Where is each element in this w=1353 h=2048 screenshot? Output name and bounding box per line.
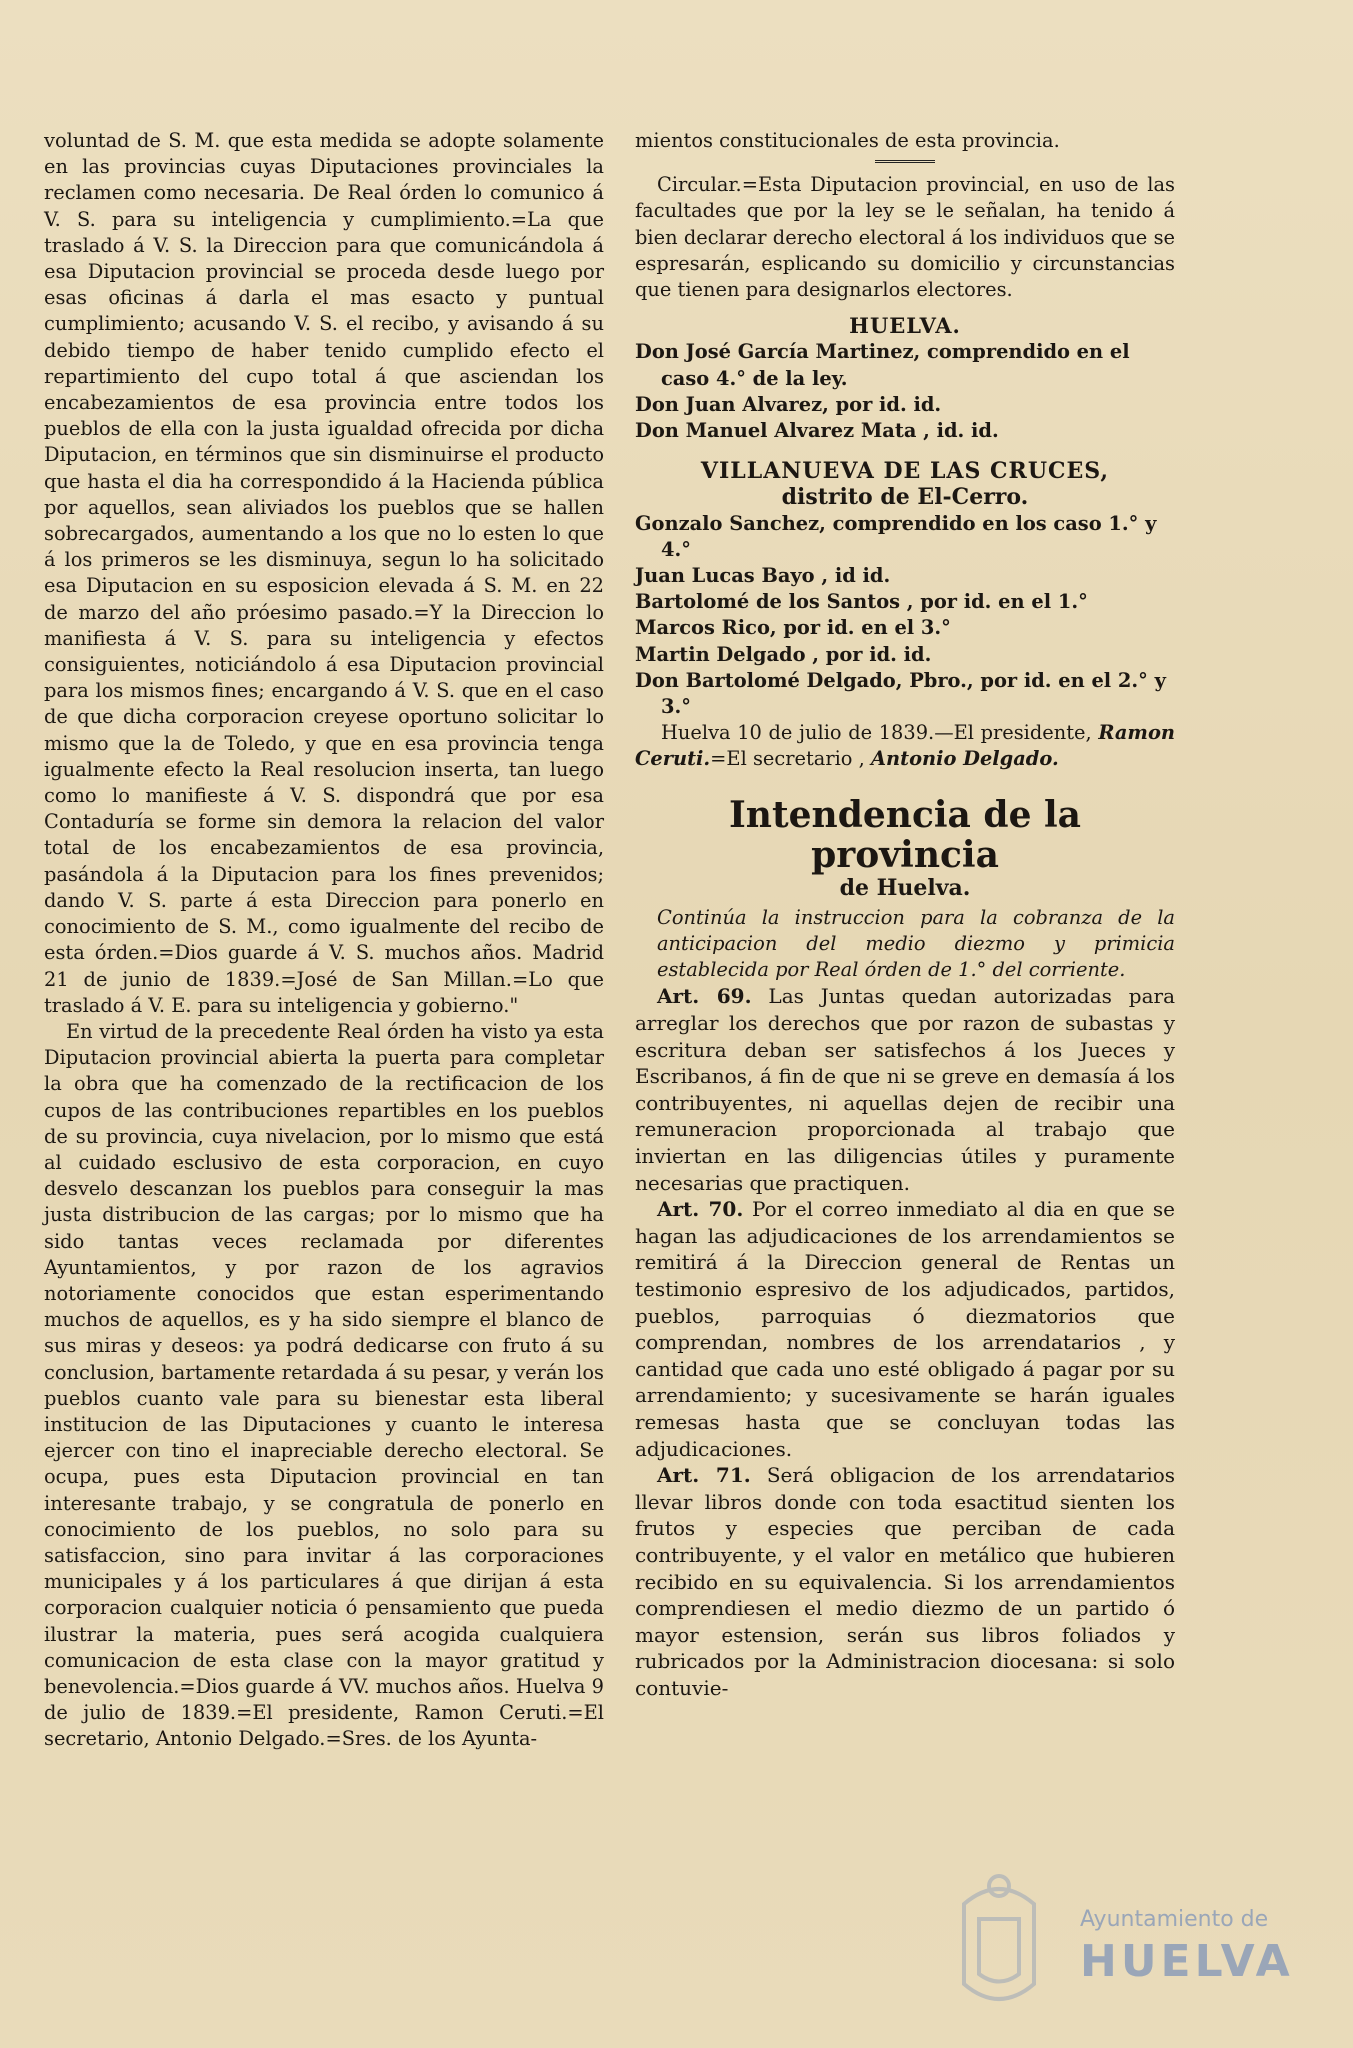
president-name: Ramon Ceruti. xyxy=(635,721,1175,771)
article-text: Las Juntas quedan autorizadas para arreglar los derechos que por razon de subastas y escritura deban ser satisfechos á los Jueces y Escribanos, á fin de que ni se greve en demasía á los contribuyentes, ni aquellas dejen de recibir una remuneracion proporcionada al trabajo que inviertan en las diligencias útiles y puramente necesarias que practiquen. xyxy=(635,984,1175,1195)
continuation-text: mientos constitucionales de esta provincia. xyxy=(635,129,1060,152)
left-column xyxy=(44,128,604,1753)
left-paragraph-2: En virtud de la precedente Real órden ha visto ya esta Diputacion provincial abierta la puerta para completar la obra que ha comenzado de la rectificacion de los cupos de las contribuciones repartibles en los pueblos de su provincia, cuya nivelacion, por lo mismo que está al cuidado esclusivo de esta corporacion, en cuyo desvelo descanzan los pueblos para conseguir la mas justa distribucion de las cargas; por lo mismo que ha sido tantas veces reclamada por diferentes Ayuntamientos, y por razon de los agravios notoriamente conocidos que estan esperimentando muchos de aquellos, es y ha sido siempre el blanco de sus miras y deseos: ya podrá dedicarse con fruto á su conclusion, bartamente retardada á su pesar, y verán los pueblos cuanto vale para su bienestar esta liberal institucion de las Diputaciones y cuanto le interesa ejercer con tino el inapreciable derecho electoral. Se ocupa, pues esta Diputacion provincial en tan interesante trabajo, y se congratula de ponerlo en conocimiento de los pueblos, no solo para su satisfaccion, sino para invitar á las corporaciones municipales y á los particulares á que dirijan á esta corporacion cualquier noticia ó pensamiento que pueda ilustrar la materia, pues será acogida cualquiera comunicacion de esta clase con la mayor gratitud y benevolencia.=Dios guarde á VV. muchos años. Huelva 9 de julio de 1839.=El presidente, Ramon Ceruti.=El secretario, Antonio Delgado.=Sres. de los Ayunta- xyxy=(44,1019,604,1751)
elector-entry: Don José García Martinez, comprendido en el caso 4.° de la ley. xyxy=(635,340,1130,390)
elector-entry: Gonzalo Sanchez, comprendido en los caso 1.° y 4.° xyxy=(635,511,1157,561)
elector-entry: Don Juan Alvarez, por id. id. xyxy=(635,392,942,416)
elector-entry: Marcos Rico, por id. en el 3.° xyxy=(635,616,951,640)
article-69 xyxy=(635,983,1175,1196)
elector-entry: Juan Lucas Bayo , id id. xyxy=(635,564,891,588)
article-number: Art. 70. xyxy=(657,1197,744,1222)
watermark-line-1: Ayuntamiento de xyxy=(1080,1907,1269,1932)
article-70 xyxy=(635,1196,1175,1462)
watermark-line-2: HUELVA xyxy=(1080,1936,1294,1987)
right-column xyxy=(635,128,1175,1702)
circular-paragraph: Circular.=Esta Diputacion provincial, en uso de las facultades que por la ley se le señalan, ha tenido á bien declarar derecho electoral á los individuos que se espresarán, esplicando su domicilio y circunstancias que tienen para designarlos electores. xyxy=(635,173,1175,302)
article-71 xyxy=(635,1462,1175,1701)
elector-entry: Bartolomé de los Santos , por id. en el 1.° xyxy=(635,590,1088,614)
article-number: Art. 69. xyxy=(657,984,752,1009)
article-number: Art. 71. xyxy=(657,1463,751,1488)
district-heading: distrito de El-Cerro. xyxy=(781,484,1029,511)
double-rule-divider xyxy=(875,160,935,166)
article-text: Será obligacion de los arrendatarios llevar libros donde con toda esactitud sienten los frutos y especies que perciban de cada contribuyente, y el valor en metálico que hubieren recibido en su equivalencia. Si los arrendamientos comprendiesen el medio diezmo de un partido ó mayor estension, serán sus libros foliados y rubricados por la Administracion diocesana: si solo contuvie- xyxy=(635,1463,1176,1700)
signature-block xyxy=(635,720,1175,772)
signature-secretary-label: =El secretario , xyxy=(710,747,865,771)
left-paragraph-1: voluntad de S. M. que esta medida se adopte solamente en las provincias cuyas Diputaciones provinciales la reclamen como necesaria. De Real órden lo comunico á V. S. para su inteligencia y cumplimiento.=La que traslado á V. S. la Direccion para que comunicándola á esa Diputacion provincial se proceda desde luego por esas oficinas á darla el mas esacto y puntual cumplimiento; acusando V. S. el recibo, y avisando á su debido tiempo de haber tenido cumplido efecto el repartimiento del cupo total á que asciendan los encabezamientos de esa provincia entre todos los pueblos de ella con la justa igualdad ofrecida por dicha Diputacion, en términos que sin disminuirse el producto que hasta el dia ha correspondido á la Hacienda pública por aquellos, sean aliviados los pueblos que se hallen sobrecargados, aumentando a los que no lo esten lo que á los primeros se les disminuya, segun lo ha solicitado esa Diputacion en su esposicion elevada á S. M. en 22 de marzo del año próesimo pasado.=Y la Direccion lo manifiesta á V. S. para su inteligencia y efectos consiguientes, noticiándolo á esa Diputacion provincial para los mismos fines; encargando á V. S. que en el caso de que dicha corporacion creyese oportuno solicitar lo mismo que la de Toledo, y que en esa provincia tenga igualmente efecto la Real resolucion inserta, tan luego como lo manifieste á V. S. dispondrá que por esa Contaduría se forme sin demora la relacion del valor total de los encabezamientos de esa provincia, pasándola á la Diputacion para los fines prevenidos; dando V. S. parte á esta Direccion para ponerlo en conocimiento de S. M., como igualmente del recibo de esta órden.=Dios guarde á V. S. muchos años. Madrid 21 de junio de 1839.=José de San Millan.=Lo que traslado á V. E. para su inteligencia y gobierno." xyxy=(44,129,604,1017)
section-title: Intendencia de la provincia xyxy=(728,793,1082,876)
elector-entry: Don Bartolomé Delgado, Pbro., por id. en el 2.° y 3.° xyxy=(635,668,1166,719)
town-heading-huelva: HUELVA. xyxy=(849,313,961,339)
secretary-name: Antonio Delgado. xyxy=(870,747,1059,771)
section-subtitle: de Huelva. xyxy=(839,874,971,901)
elector-entry: Don Manuel Alvarez Mata , id. id. xyxy=(635,419,999,443)
town-heading-villanueva: VILLANUEVA DE LAS CRUCES, xyxy=(700,458,1110,485)
signature-date: Huelva 10 de julio de 1839.—El presidente, xyxy=(661,721,1092,745)
section-intro: Continúa la instruccion para la cobranza de la anticipacion del medio diezmo y primicia establecida por Real órden de 1.° del corriente. xyxy=(657,905,1175,982)
elector-entry: Martin Delgado , por id. id. xyxy=(635,642,932,666)
article-text: Por el correo inmediato al dia en que se hagan las adjudicaciones de los arrendamientos se remitirá á la Direccion general de Rentas un testimonio espresivo de los adjudicados, partidos, pueblos, parroquias ó diezmatorios que comprendan, nombres de los arrendatarios , y cantidad que cada uno esté obligado á pagar por su arrendamiento; y sucesivamente se harán iguales remesas hasta que se concluyan todas las adjudicaciones. xyxy=(635,1197,1175,1461)
